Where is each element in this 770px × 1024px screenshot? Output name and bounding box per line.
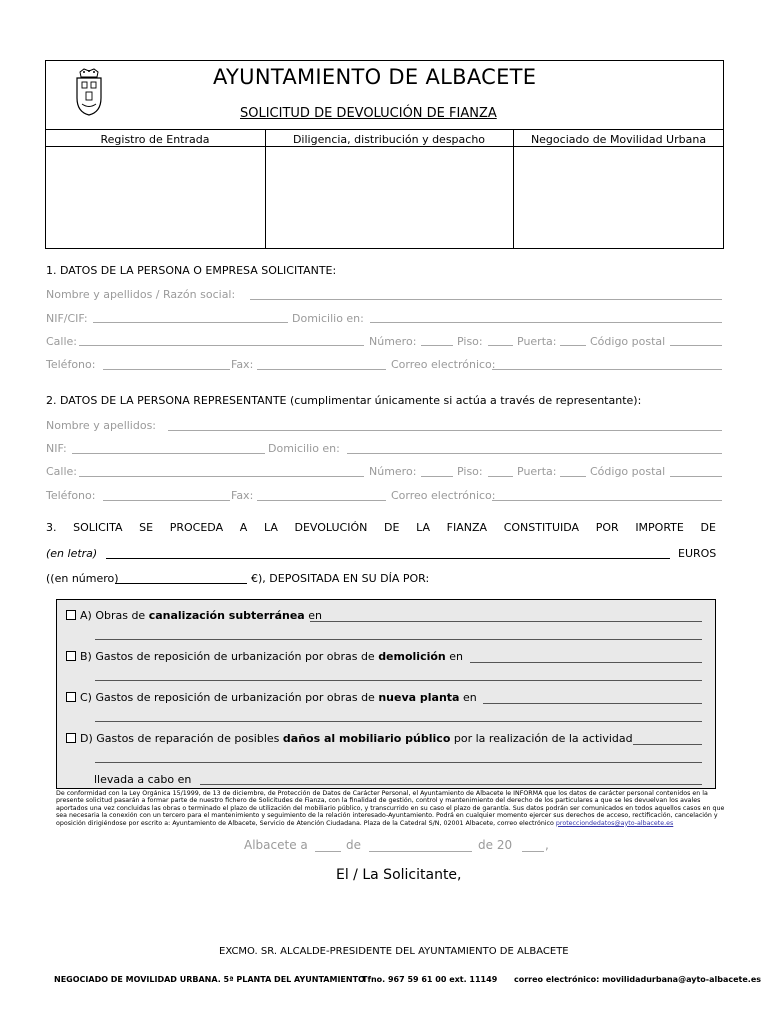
option-d-field[interactable] — [633, 744, 702, 745]
piso-field[interactable] — [488, 476, 513, 477]
section-3-word: DE — [700, 521, 716, 534]
de-label: de — [346, 838, 361, 852]
comma: , — [545, 838, 549, 852]
section-2-heading: 2. DATOS DE LA PERSONA REPRESENTANTE (cumplimentar únicamente si actúa a través de representante): — [46, 394, 642, 407]
section-1-heading: 1. DATOS DE LA PERSONA O EMPRESA SOLICITANTE: — [46, 264, 337, 277]
piso-label: Piso: — [457, 335, 483, 348]
correo-label: Correo electrónico: — [391, 489, 496, 502]
option-d-post: por la realización de la actividad — [450, 732, 633, 745]
option-a-bold: canalización subterránea — [148, 609, 305, 622]
name-field[interactable] — [250, 299, 722, 300]
column-header-negociado: Negociado de Movilidad Urbana — [530, 133, 707, 146]
numero-field[interactable] — [421, 476, 453, 477]
option-a-post: en — [304, 609, 322, 622]
column-header-diligencia: Diligencia, distribución y despacho — [292, 133, 486, 146]
section-3-word: A — [239, 521, 248, 534]
piso-label: Piso: — [457, 465, 483, 478]
option-a-text: A) Obras de — [80, 609, 149, 622]
section-3-word: LA — [263, 521, 278, 534]
section-3-word: IMPORTE — [635, 521, 684, 534]
domicilio-label: Domicilio en: — [268, 442, 340, 455]
nif-label: NIF: — [46, 442, 67, 455]
option-d-field-2[interactable] — [95, 762, 702, 763]
option-d[interactable] — [66, 732, 633, 745]
domicilio-label: Domicilio en: — [292, 312, 364, 325]
nif-field[interactable] — [72, 453, 265, 454]
section-3-word: 3. — [46, 521, 57, 534]
puerta-label: Puerta: — [517, 465, 557, 478]
option-b[interactable] — [66, 650, 463, 663]
calle-label: Calle: — [46, 465, 78, 478]
nif-field[interactable] — [93, 322, 288, 323]
domicilio-field[interactable] — [347, 453, 722, 454]
option-c-text: C) Gastos de reposición de urbanización por obras de — [80, 691, 379, 704]
option-b-post: en — [445, 650, 464, 663]
section-3-word: DEVOLUCIÓN — [294, 521, 368, 534]
option-b-field[interactable] — [470, 662, 702, 663]
coat-of-arms-logo — [72, 68, 106, 116]
correo-field[interactable] — [492, 500, 722, 501]
option-b-bold: demolición — [378, 650, 446, 663]
legal-text: De conformidad con la Ley Orgánica 15/1999, de 13 de diciembre, de Protección de Datos de Carácter Personal, el Ayuntamiento de Albacete le INFORMA que los datos de carácter personal contenidos en la presente solicitud pasarán a formar parte de nuestro fichero de Solicitudes de Fianza, con la finalidad de gestión, control y mantenimiento del derecho de los particulares a que se les devuelvan los avales aportados una vez concluidas las obras o terminado el plazo de utilización del mobiliario público, y transcurrido en su caso el plazo de garantía. Sus datos podrán ser comunicados en todos aquellos casos en que sea necesaria la conexión con un tercero para el mantenimiento y seguimiento de la relación interesado-Ayuntamiento. Podrá en cualquier momento ejercer sus derechos de acceso, rectificación, cancelación y oposición dirigiéndose por escrito a: Ayuntamiento de Albacete, Servicio de Atención Ciudadana. Plaza de la Catedral S/N, 02001 Albacete, correo electrónico — [56, 790, 725, 827]
section-3-word: CONSTITUIDA — [503, 521, 580, 534]
option-b-field-2[interactable] — [95, 680, 702, 681]
checkbox-b[interactable] — [66, 651, 76, 661]
numero-label: Número: — [369, 335, 417, 348]
euros-label: EUROS — [678, 547, 717, 560]
fax-field[interactable] — [257, 369, 386, 370]
diligencia-field[interactable] — [266, 147, 512, 248]
fax-label: Fax: — [231, 489, 254, 502]
form-subtitle: SOLICITUD DE DEVOLUCIÓN DE FIANZA — [240, 106, 497, 121]
checkbox-a[interactable] — [66, 610, 76, 620]
llevada-label: llevada a cabo en — [94, 773, 192, 786]
option-a-field[interactable] — [310, 621, 702, 622]
de-20-label: de 20 — [478, 838, 513, 852]
telefono-label: Teléfono: — [46, 489, 96, 502]
llevada-field[interactable] — [200, 784, 702, 785]
year-field[interactable] — [522, 851, 544, 852]
footer-negociado: NEGOCIADO DE MOVILIDAD URBANA. 5ª PLANTA DEL AYUNTAMIENTO — [54, 975, 365, 984]
alcalde-label: EXCMO. SR. ALCALDE-PRESIDENTE DEL AYUNTAMIENTO DE ALBACETE — [219, 946, 569, 957]
option-c-field-2[interactable] — [95, 721, 702, 722]
calle-field[interactable] — [79, 345, 364, 346]
checkbox-c[interactable] — [66, 692, 76, 702]
name-field[interactable] — [168, 430, 722, 431]
option-a[interactable] — [66, 609, 322, 622]
divider — [45, 129, 724, 130]
calle-field[interactable] — [79, 476, 364, 477]
codigo-postal-field[interactable] — [670, 345, 722, 346]
importe-numero-field[interactable] — [115, 583, 247, 584]
domicilio-field[interactable] — [370, 322, 722, 323]
section-3-word: SE — [139, 521, 154, 534]
option-d-text: D) Gastos de reparación de posibles — [80, 732, 283, 745]
checkbox-d[interactable] — [66, 733, 76, 743]
telefono-label: Teléfono: — [46, 358, 96, 371]
option-c-field[interactable] — [483, 703, 702, 704]
numero-field[interactable] — [421, 345, 453, 346]
nif-label: NIF/CIF: — [46, 312, 88, 325]
puerta-label: Puerta: — [517, 335, 557, 348]
correo-field[interactable] — [492, 369, 722, 370]
telefono-field[interactable] — [103, 369, 230, 370]
depositada-label: €), DEPOSITADA EN SU DÍA POR: — [251, 572, 430, 585]
option-a-field-2[interactable] — [95, 639, 702, 640]
solicitante-label: El / La Solicitante, — [336, 867, 462, 883]
name-label: Nombre y apellidos / Razón social: — [46, 288, 236, 301]
puerta-field[interactable] — [560, 345, 586, 346]
codigo-postal-label: Código postal — [590, 335, 666, 348]
calle-label: Calle: — [46, 335, 78, 348]
section-3-word: FIANZA — [446, 521, 488, 534]
registro-entrada-field[interactable] — [46, 147, 264, 248]
importe-letra-field[interactable] — [106, 558, 670, 559]
numero-label: Número: — [369, 465, 417, 478]
section-3-word: LA — [416, 521, 431, 534]
section-3-word: PROCEDA — [169, 521, 224, 534]
section-3-heading — [46, 521, 716, 534]
negociado-field[interactable] — [514, 147, 723, 248]
column-header-registro: Registro de Entrada — [100, 133, 210, 146]
codigo-postal-label: Código postal — [590, 465, 666, 478]
legal-notice — [56, 790, 726, 827]
option-b-text: B) Gastos de reposición de urbanización por obras de — [80, 650, 379, 663]
month-field[interactable] — [369, 851, 472, 852]
fax-label: Fax: — [231, 358, 254, 371]
section-3-word: DE — [384, 521, 400, 534]
option-c-bold: nueva planta — [378, 691, 460, 704]
option-c-post: en — [459, 691, 477, 704]
page-title: AYUNTAMIENTO DE ALBACETE — [213, 65, 537, 89]
piso-field[interactable] — [488, 345, 513, 346]
section-3-word: POR — [595, 521, 619, 534]
footer-telefono: Tfno. 967 59 61 00 ext. 11149 — [362, 975, 498, 984]
footer-correo: correo electrónico: movilidadurbana@ayto-albacete.es — [514, 975, 761, 984]
telefono-field[interactable] — [103, 500, 230, 501]
privacy-email-link[interactable]: protecciondedatos@ayto-albacete.es — [555, 819, 674, 827]
name-label: Nombre y apellidos: — [46, 419, 157, 432]
option-c[interactable] — [66, 691, 477, 704]
en-letra-label: (en letra) — [46, 547, 98, 560]
section-3-word: SOLICITA — [73, 521, 123, 534]
day-field[interactable] — [315, 851, 341, 852]
albacete-label: Albacete a — [244, 838, 308, 852]
en-numero-label: ((en número) — [46, 572, 119, 585]
option-d-bold: daños al mobiliario público — [282, 732, 451, 745]
fax-field[interactable] — [257, 500, 386, 501]
codigo-postal-field[interactable] — [670, 476, 722, 477]
puerta-field[interactable] — [560, 476, 586, 477]
correo-label: Correo electrónico: — [391, 358, 496, 371]
